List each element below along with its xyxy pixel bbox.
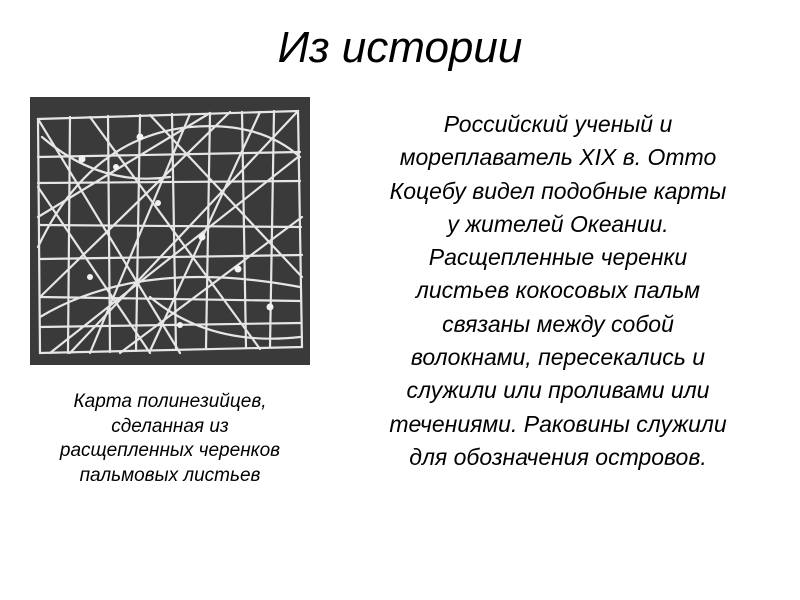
- slide-title: Из истории: [277, 23, 523, 72]
- image-caption: [10, 390, 330, 488]
- stick-chart-photo: [30, 97, 310, 365]
- main-text-line: течениями. Раковины служили: [389, 410, 727, 437]
- main-text-line: у жителей Океании.: [447, 210, 669, 237]
- caption-line: Карта полинезийцев,: [73, 391, 267, 412]
- caption-line: расщепленных черенков: [59, 440, 281, 461]
- main-text-line: мореплаватель XIX в. Отто: [399, 144, 717, 171]
- main-text-line: Расщепленные черенки: [428, 244, 688, 271]
- main-text-line: Коцебу видел подобные карты: [389, 177, 727, 204]
- main-text-line: Российский ученый и: [443, 111, 673, 137]
- caption-line: пальмовых листьев: [79, 464, 261, 486]
- main-text-line: волокнами, пересекались и: [410, 344, 706, 371]
- main-text: [326, 108, 790, 474]
- stick-chart-drawing: [30, 97, 310, 365]
- main-text-line: связаны между собой: [442, 310, 674, 337]
- caption-line: сделанная из: [111, 415, 229, 437]
- main-text-line: служили или проливами или: [406, 377, 710, 404]
- main-text-line: листьев кокосовых пальм: [415, 277, 701, 304]
- main-text-line: для обозначения островов.: [409, 443, 707, 470]
